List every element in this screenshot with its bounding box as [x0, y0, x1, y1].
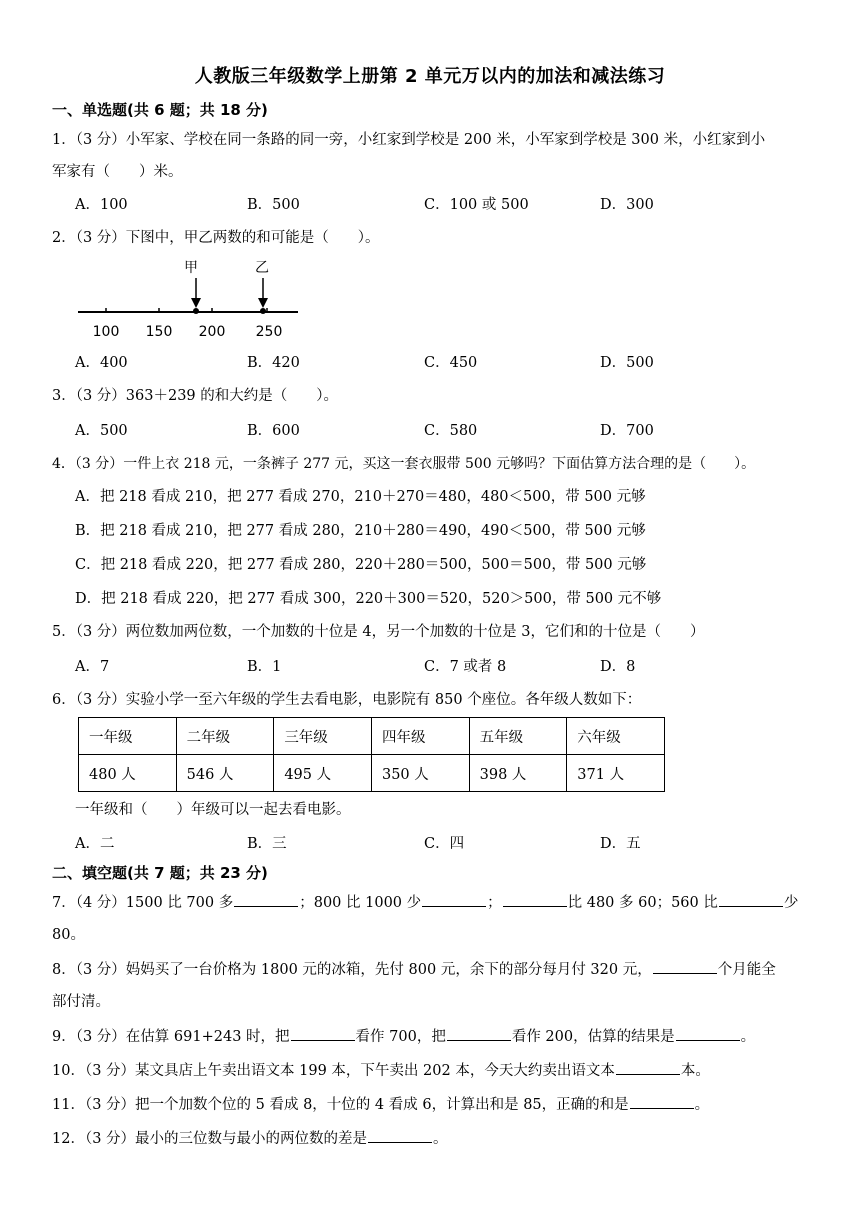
q1-option-c[interactable]: C．100 或 500 — [424, 197, 529, 213]
q1-option-b[interactable]: B．500 — [247, 197, 300, 213]
q7-text-5: 少 — [783, 895, 799, 911]
q8-text-2: 个月能全 — [717, 962, 776, 978]
q7-text-4: 比 480 多 60；560 比 — [567, 895, 718, 911]
tick-label-200: 200 — [198, 324, 226, 340]
table-cell: 四年级 — [371, 718, 469, 755]
q7-blank-2[interactable] — [422, 892, 486, 907]
arrow-yi-head — [258, 298, 268, 308]
question-7-text — [52, 892, 798, 913]
label-jia: 甲 — [184, 260, 198, 276]
question-1-text: 1．（3 分）小军家、学校在同一条路的同一旁，小红家到学校是 200 米，小军家到学校是 300 米，小红家到小 — [52, 132, 766, 148]
q6-option-b[interactable]: B．三 — [247, 836, 287, 852]
q9-text-4: 。 — [740, 1029, 756, 1045]
q4-option-b[interactable]: B．把 218 看成 210，把 277 看成 280，210＋280＝490，490＜500，带 500 元够 — [75, 523, 646, 539]
q9-blank-2[interactable] — [447, 1026, 511, 1041]
table-cell: 350 人 — [371, 755, 469, 792]
q6-option-c[interactable]: C．四 — [424, 836, 465, 852]
question-2-text: 2．（3 分）下图中，甲乙两数的和可能是（ ）。 — [52, 230, 380, 246]
q9-text-2: 看作 700，把 — [355, 1029, 446, 1045]
q4-option-c[interactable]: C．把 218 看成 220，把 277 看成 280，220＋280＝500，500＝500，带 500 元够 — [75, 557, 647, 573]
q10-text-1: 10．（3 分）某文具店上午卖出语文本 199 本，下午卖出 202 本，今天大约卖出语文本 — [52, 1063, 615, 1079]
q7-blank-4[interactable] — [719, 892, 783, 907]
q10-text-2: 本。 — [680, 1063, 710, 1079]
question-7-text-cont: 80。 — [52, 927, 85, 943]
table-cell: 二年级 — [176, 718, 274, 755]
q4-option-d[interactable]: D．把 218 看成 220，把 277 看成 300，220＋300＝520，520＞500，带 500 元不够 — [75, 591, 662, 607]
q3-option-d[interactable]: D．700 — [600, 423, 654, 439]
q4-option-a[interactable]: A．把 218 看成 210，把 277 看成 270，210＋270＝480，480＜500，带 500 元够 — [75, 489, 646, 505]
q3-option-c[interactable]: C．580 — [424, 423, 478, 439]
question-8-text — [52, 959, 776, 980]
question-11-text — [52, 1094, 709, 1115]
table-cell: 一年级 — [79, 718, 177, 755]
q7-text-2: ；800 比 1000 少 — [299, 895, 422, 911]
q10-blank-1[interactable] — [616, 1060, 680, 1075]
q6-option-d[interactable]: D．五 — [600, 836, 641, 852]
question-6-text: 6．（3 分）实验小学一至六年级的学生去看电影，电影院有 850 个座位。各年级人数如下： — [52, 692, 642, 708]
table-cell: 三年级 — [274, 718, 372, 755]
q11-text-1: 11．（3 分）把一个加数个位的 5 看成 8，十位的 4 看成 6，计算出和是 85，正确的和是 — [52, 1097, 629, 1113]
q12-text-1: 12．（3 分）最小的三位数与最小的两位数的差是 — [52, 1131, 368, 1147]
table-cell: 495 人 — [274, 755, 372, 792]
q5-option-c[interactable]: C．7 或者 8 — [424, 659, 507, 675]
point-yi — [260, 308, 266, 314]
q11-blank-1[interactable] — [630, 1094, 694, 1109]
q8-text-1: 8．（3 分）妈妈买了一台价格为 1800 元的冰箱，先付 800 元，余下的部分每月付 320 元， — [52, 962, 652, 978]
q7-blank-3[interactable] — [503, 892, 567, 907]
grade-count-table — [78, 717, 665, 792]
tick-label-150: 150 — [145, 324, 173, 340]
question-1-text-cont: 军家有（ ）米。 — [52, 164, 183, 180]
question-6-text-cont: 一年级和（ ）年级可以一起去看电影。 — [75, 802, 351, 818]
table-header-row — [79, 718, 665, 755]
question-10-text — [52, 1060, 710, 1081]
q11-text-2: 。 — [694, 1097, 710, 1113]
q7-text-1: 7．（4 分）1500 比 700 多 — [52, 895, 234, 911]
q1-option-d[interactable]: D．300 — [600, 197, 654, 213]
section-heading-single-choice: 一、单选题(共 6 题；共 18 分) — [52, 101, 268, 119]
q7-blank-1[interactable] — [234, 892, 298, 907]
tick-label-250: 250 — [255, 324, 283, 340]
q2-option-b[interactable]: B．420 — [247, 355, 300, 371]
arrow-jia-head — [191, 298, 201, 308]
q8-blank-1[interactable] — [653, 959, 717, 974]
table-cell: 五年级 — [469, 718, 567, 755]
q2-option-a[interactable]: A．400 — [75, 355, 128, 371]
q6-option-a[interactable]: A．二 — [75, 836, 115, 852]
q5-option-b[interactable]: B．1 — [247, 659, 282, 675]
question-9-text — [52, 1026, 755, 1047]
q3-option-a[interactable]: A．500 — [75, 423, 128, 439]
table-row — [79, 755, 665, 792]
q7-text-3: ； — [487, 895, 502, 911]
q5-option-d[interactable]: D．8 — [600, 659, 636, 675]
question-5-text: 5．（3 分）两位数加两位数，一个加数的十位是 4，另一个加数的十位是 3，它们和的十位是（ ） — [52, 624, 705, 640]
q9-text-3: 看作 200，估算的结果是 — [511, 1029, 675, 1045]
q2-option-d[interactable]: D．500 — [600, 355, 654, 371]
table-cell: 398 人 — [469, 755, 567, 792]
table-cell: 480 人 — [79, 755, 177, 792]
q12-blank-1[interactable] — [368, 1128, 432, 1143]
point-jia — [193, 308, 199, 314]
q1-option-a[interactable]: A．100 — [75, 197, 128, 213]
q12-text-2: 。 — [433, 1131, 448, 1147]
table-cell: 546 人 — [176, 755, 274, 792]
question-3-text: 3．（3 分）363＋239 的和大约是（ ）。 — [52, 388, 339, 404]
question-8-text-cont: 部付清。 — [52, 994, 110, 1010]
number-line-figure — [74, 256, 304, 344]
question-4-text: 4．（3 分）一件上衣 218 元，一条裤子 277 元，买这一套衣服带 500 元够吗？下面估算方法合理的是（ ）。 — [52, 456, 756, 472]
label-yi: 乙 — [255, 260, 269, 276]
section-heading-fill-blank: 二、填空题(共 7 题；共 23 分) — [52, 864, 268, 882]
q9-blank-3[interactable] — [676, 1026, 740, 1041]
tick-label-100: 100 — [92, 324, 120, 340]
q3-option-b[interactable]: B．600 — [247, 423, 300, 439]
page-title: 人教版三年级数学上册第 2 单元万以内的加法和减法练习 — [194, 66, 666, 87]
table-cell: 371 人 — [567, 755, 665, 792]
question-12-text — [52, 1128, 448, 1149]
q9-blank-1[interactable] — [291, 1026, 355, 1041]
q9-text-1: 9．（3 分）在估算 691+243 时，把 — [52, 1029, 290, 1045]
table-cell: 六年级 — [567, 718, 665, 755]
q5-option-a[interactable]: A．7 — [75, 659, 110, 675]
q2-option-c[interactable]: C．450 — [424, 355, 478, 371]
